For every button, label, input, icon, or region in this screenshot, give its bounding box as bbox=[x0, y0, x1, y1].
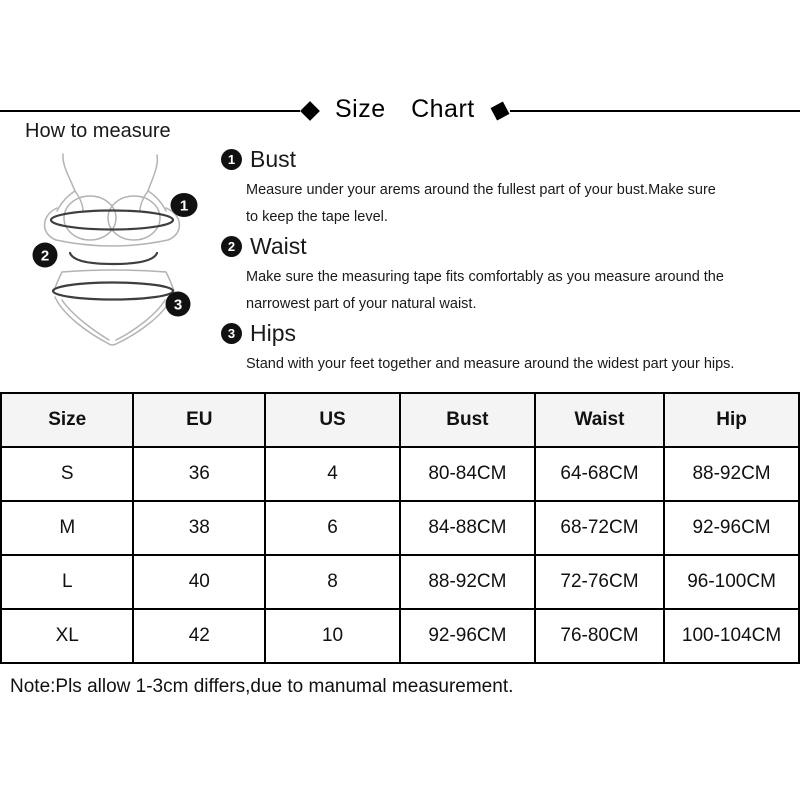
table-cell: 8 bbox=[265, 555, 400, 609]
hips-marker-badge bbox=[166, 292, 191, 317]
header-cell-bust: Bust bbox=[400, 393, 535, 447]
header-cell-us: US bbox=[265, 393, 400, 447]
section-hips bbox=[221, 320, 796, 378]
table-cell: 6 bbox=[265, 501, 400, 555]
table-cell: 10 bbox=[265, 609, 400, 663]
table-cell: 40 bbox=[133, 555, 265, 609]
table-cell: 64-68CM bbox=[535, 447, 664, 501]
bust-marker-badge bbox=[171, 193, 198, 217]
hips-description: Stand with your feet together and measure around the widest part your hips. bbox=[246, 356, 735, 372]
section-bust bbox=[221, 146, 796, 231]
table-cell: 36 bbox=[133, 447, 265, 501]
waist-label: Waist bbox=[250, 233, 307, 259]
waist-number-badge: 2 bbox=[221, 236, 242, 257]
table-cell: 76-80CM bbox=[535, 609, 664, 663]
hips-marker-number: 3 bbox=[173, 296, 183, 314]
table-cell: S bbox=[1, 447, 133, 501]
table-cell: M bbox=[1, 501, 133, 555]
garment-outline bbox=[45, 154, 183, 345]
header-cell-hip: Hip bbox=[664, 393, 799, 447]
table-row bbox=[1, 447, 799, 501]
table-cell: 42 bbox=[133, 609, 265, 663]
measuring-tape-lines bbox=[51, 211, 173, 300]
table-cell: 84-88CM bbox=[400, 501, 535, 555]
header-cell-waist: Waist bbox=[535, 393, 664, 447]
table-cell: 68-72CM bbox=[535, 501, 664, 555]
measurement-note: Note:Pls allow 1-3cm differs,due to manumal measurement. bbox=[10, 676, 514, 697]
table-cell: XL bbox=[1, 609, 133, 663]
header-cell-size: Size bbox=[1, 393, 133, 447]
section-waist bbox=[221, 233, 796, 318]
table-row bbox=[1, 609, 799, 663]
diamond-icon-left bbox=[300, 101, 320, 121]
table-cell: 80-84CM bbox=[400, 447, 535, 501]
section-bust-heading bbox=[221, 146, 796, 173]
how-to-measure-heading: How to measure bbox=[25, 120, 171, 142]
table-cell: 96-100CM bbox=[664, 555, 799, 609]
title-divider-left bbox=[0, 110, 300, 112]
hips-label: Hips bbox=[250, 320, 297, 346]
table-cell: 88-92CM bbox=[664, 447, 799, 501]
table-cell: 4 bbox=[265, 447, 400, 501]
table-cell: 100-104CM bbox=[664, 609, 799, 663]
table-cell: 38 bbox=[133, 501, 265, 555]
bust-description: Measure under your arems around the fullest part of your bust.Make sure to keep the tape level. bbox=[246, 182, 716, 225]
bust-number-badge: 1 bbox=[221, 149, 242, 170]
waist-marker-badge bbox=[33, 243, 58, 268]
bust-marker-number: 1 bbox=[179, 197, 189, 215]
waist-description: Make sure the measuring tape fits comfortably as you measure around the narrowest part of your natural waist. bbox=[246, 269, 724, 312]
section-hips-heading bbox=[221, 320, 796, 347]
table-cell: 88-92CM bbox=[400, 555, 535, 609]
table-header-row bbox=[1, 393, 799, 447]
size-chart-table bbox=[0, 392, 800, 664]
measure-diagram bbox=[18, 146, 218, 351]
section-waist-heading bbox=[221, 233, 796, 260]
hips-number-badge: 3 bbox=[221, 323, 242, 344]
table-row bbox=[1, 501, 799, 555]
header-cell-eu: EU bbox=[133, 393, 265, 447]
measure-instructions bbox=[221, 146, 796, 392]
page-title: Size Chart bbox=[335, 94, 475, 123]
bust-label: Bust bbox=[250, 146, 297, 172]
table-cell: 92-96CM bbox=[664, 501, 799, 555]
waist-marker-number: 2 bbox=[40, 247, 50, 265]
table-cell: 92-96CM bbox=[400, 609, 535, 663]
table-row bbox=[1, 555, 799, 609]
diamond-icon-right bbox=[490, 102, 509, 121]
table-cell: L bbox=[1, 555, 133, 609]
title-divider-right bbox=[510, 110, 800, 112]
table-cell: 72-76CM bbox=[535, 555, 664, 609]
